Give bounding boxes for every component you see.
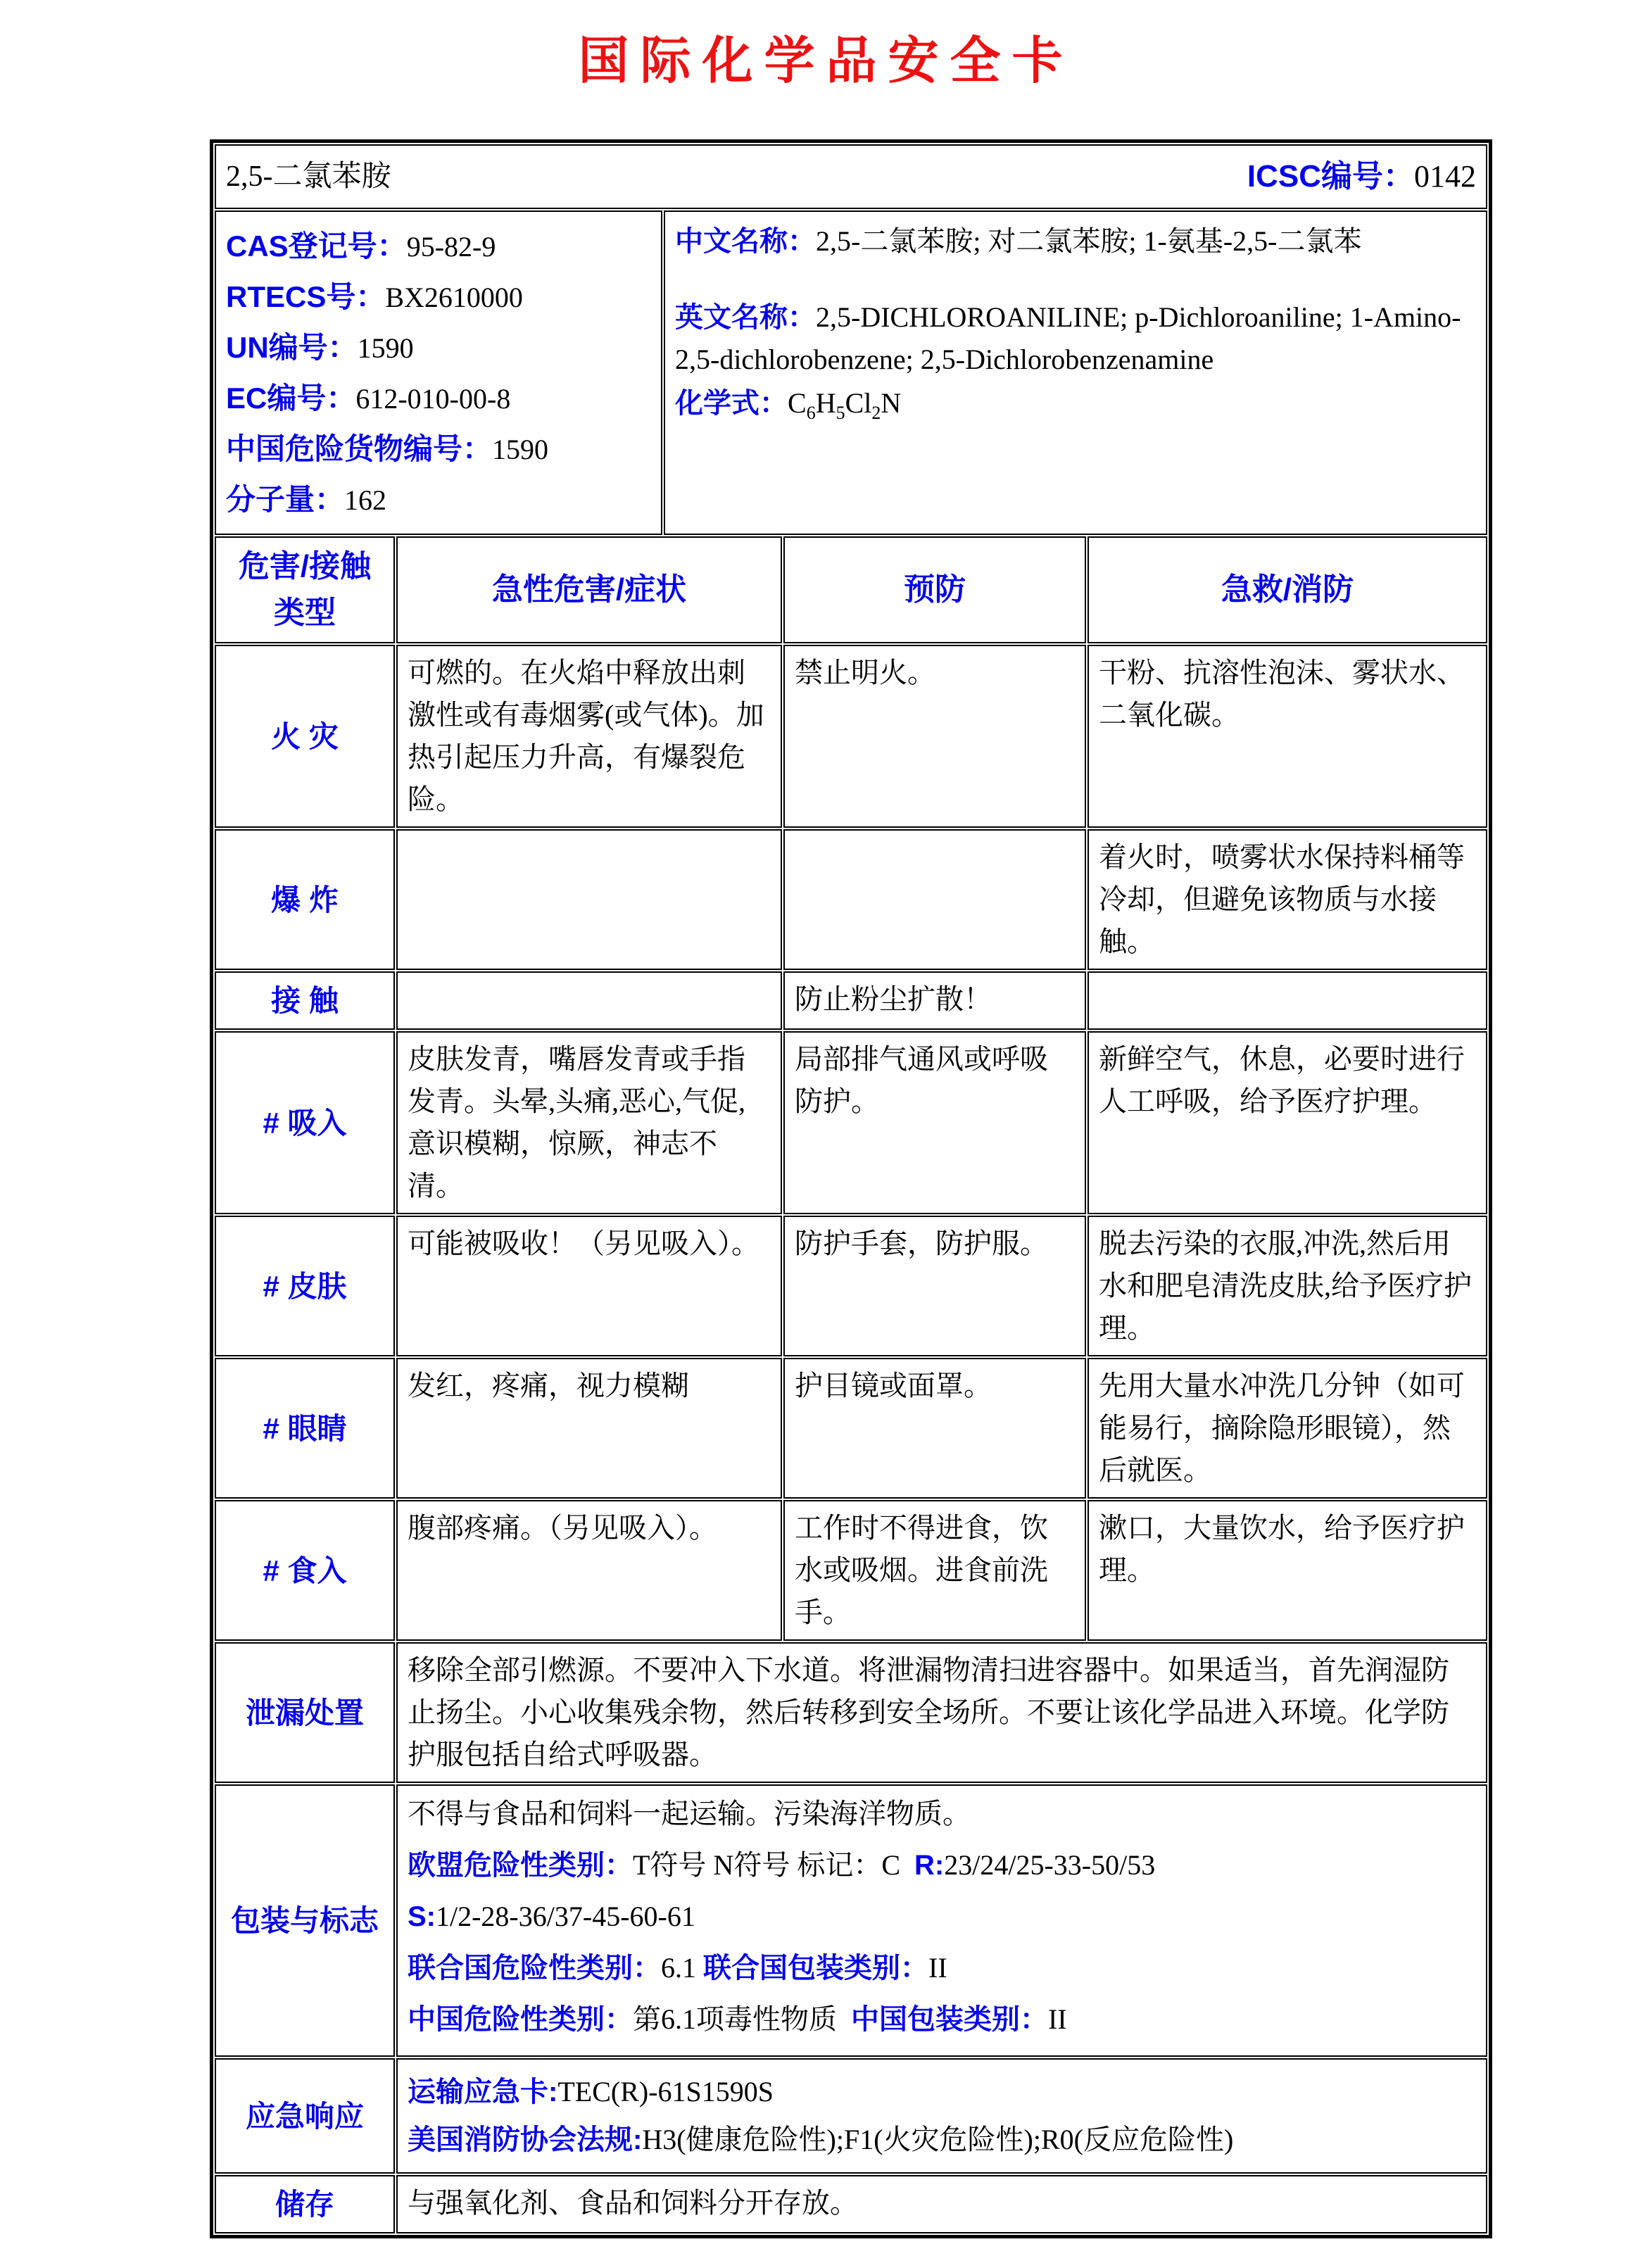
icsc-number-group [1247, 153, 1476, 200]
identifier-label: 中国危险货物编号： [226, 432, 493, 465]
storage-row-label: 储存 [215, 2175, 395, 2233]
transport-card-value: TEC(R)-61S1590S [557, 2076, 774, 2107]
spillage-row-label: 泄漏处置 [215, 1642, 395, 1783]
identifier-cas [226, 224, 651, 268]
row-table-header [215, 536, 1487, 643]
packaging-un-line [408, 1947, 1476, 1989]
fire-prevention: 禁止明火。 [783, 645, 1086, 828]
chinese-name-line [675, 220, 1476, 263]
safety-card-table [210, 139, 1492, 2238]
r-phrases-value: 23/24/25-33-50/53 [944, 1849, 1156, 1881]
explosion-row-label: 爆 炸 [215, 829, 395, 970]
r-phrases-label: R: [914, 1850, 945, 1881]
ingestion-row-label: # 食入 [215, 1500, 395, 1641]
english-name-value: 2,5-DICHLOROANILINE; p-Dichloroaniline; 1-Amino-2,5-dichlorobenzene; 2,5-Dichlorobenzenamine [675, 301, 1461, 375]
eyes-row-label: # 眼睛 [215, 1358, 395, 1499]
inhalation-response: 新鲜空气，休息，必要时进行人工呼吸，给予医疗护理。 [1087, 1031, 1487, 1214]
fire-response: 干粉、抗溶性泡沫、雾状水、二氧化碳。 [1087, 645, 1487, 828]
row-identification [215, 210, 1487, 535]
identifier-un [226, 325, 651, 370]
nfpa-label: 美国消防协会法规: [408, 2124, 643, 2155]
s-phrases-label: S: [408, 1901, 436, 1932]
eyes-response: 先用大量水冲洗几分钟（如可能易行，摘除隐形眼镜），然后就医。 [1087, 1358, 1487, 1499]
identifier-rtecs [226, 275, 651, 319]
transport-card-label: 运输应急卡: [408, 2077, 558, 2107]
row-inhalation [215, 1031, 1487, 1214]
cn-pack-label: 中国包装类别： [851, 2004, 1048, 2035]
identifier-value: BX2610000 [385, 282, 523, 313]
identifier-label: UN编号： [226, 331, 358, 364]
spillage-text: 移除全部引燃源。不要冲入下水道。将泄漏物清扫进容器中。如果适当，首先润湿防止扬尘。小心收集残余物，然后转移到安全场所。不要让该化学品进入环境。化学防护服包括自给式呼吸器。 [396, 1642, 1487, 1783]
transport-card-line [408, 2071, 1476, 2113]
row-explosion [215, 829, 1487, 970]
fire-symptoms: 可燃的。在火焰中释放出刺激性或有毒烟雾(或气体)。加热引起压力升高，有爆裂危险。 [396, 645, 782, 828]
identifier-label: EC编号： [226, 382, 356, 415]
eyes-symptoms: 发红，疼痛，视力模糊 [396, 1358, 782, 1499]
cn-pack-value: II [1048, 2003, 1067, 2035]
identifier-label: CAS登记号： [226, 229, 407, 263]
identifier-china-dg [226, 427, 651, 471]
nfpa-line [408, 2119, 1476, 2161]
explosion-prevention [783, 829, 1086, 970]
row-storage [215, 2175, 1487, 2233]
identifier-ec [226, 376, 651, 420]
identifier-value: 612-010-00-8 [355, 383, 511, 415]
chemical-formula: $C_6H_5Cl_2N$ [788, 387, 902, 423]
contact-prevention: 防止粉尘扩散！ [783, 971, 1086, 1030]
row-substance-header [215, 144, 1487, 209]
packaging-eu-line [408, 1844, 1476, 1886]
contact-response [1087, 971, 1487, 1030]
un-pack-value: II [928, 1952, 947, 1984]
column-header-hazard-type: 危害/接触类型 [215, 536, 395, 643]
formula-line [675, 382, 1476, 427]
row-emergency [215, 2058, 1487, 2174]
explosion-response: 着火时，喷雾状水保持料桶等冷却，但避免该物质与水接触。 [1087, 829, 1487, 970]
un-pack-label: 联合国包装类别： [703, 1953, 928, 1984]
s-phrases-value: 1/2-28-36/37-45-60-61 [436, 1901, 695, 1932]
nfpa-value: H3(健康危险性);F1(火灾危险性);R0(反应危险性) [642, 2124, 1234, 2155]
eu-class-label: 欧盟危险性类别： [408, 1850, 633, 1881]
names-cell [664, 210, 1487, 535]
row-skin [215, 1216, 1487, 1356]
un-class-value: 6.1 [661, 1952, 696, 1984]
column-header-symptoms: 急性危害/症状 [396, 536, 782, 643]
ingestion-prevention: 工作时不得进食，饮水或吸烟。进食前洗手。 [783, 1500, 1086, 1641]
un-class-label: 联合国危险性类别： [408, 1953, 661, 1984]
page-title: 国际化学品安全卡 [578, 33, 1074, 89]
substance-header-cell [215, 144, 1487, 209]
identifier-value: 1590 [357, 332, 414, 364]
skin-symptoms: 可能被吸收！（另见吸入）。 [396, 1216, 782, 1356]
identifier-value: 1590 [492, 434, 549, 465]
column-header-prevention: 预防 [783, 536, 1086, 643]
row-contact [215, 971, 1487, 1030]
identifiers-cell [215, 210, 662, 535]
identifier-mol-weight [226, 477, 651, 522]
eyes-prevention: 护目镜或面罩。 [783, 1358, 1086, 1499]
packaging-row-label: 包装与标志 [215, 1784, 395, 2057]
contact-row-label: 接 触 [215, 971, 395, 1030]
identifier-value: 162 [344, 484, 387, 516]
ingestion-response: 漱口，大量饮水，给予医疗护理。 [1087, 1500, 1487, 1641]
packaging-s-line [408, 1896, 1476, 1938]
identifier-value: 95-82-9 [406, 231, 496, 263]
row-fire [215, 645, 1487, 828]
chinese-name-label: 中文名称： [675, 226, 816, 257]
row-packaging [215, 1784, 1487, 2057]
explosion-symptoms [396, 829, 782, 970]
row-spillage [215, 1642, 1487, 1783]
english-name-line [675, 296, 1476, 381]
inhalation-prevention: 局部排气通风或呼吸防护。 [783, 1031, 1086, 1214]
row-ingestion [215, 1500, 1487, 1641]
substance-name: 2,5-二氯苯胺 [226, 160, 391, 193]
identifier-label: 分子量： [226, 483, 345, 516]
eu-class-value: T符号 N符号 标记：C [633, 1849, 900, 1881]
icsc-number: 0142 [1414, 159, 1476, 194]
emergency-row-label: 应急响应 [215, 2058, 395, 2174]
chinese-name-value: 2,5-二氯苯胺; 对二氯苯胺; 1-氨基-2,5-二氯苯 [816, 225, 1362, 257]
packaging-transport-note: 不得与食品和饲料一起运输。污染海洋物质。 [408, 1798, 971, 1829]
skin-response: 脱去污染的衣服,冲洗,然后用水和肥皂清洗皮肤,给予医疗护理。 [1087, 1216, 1487, 1356]
cn-class-label: 中国危险性类别： [408, 2004, 633, 2035]
inhalation-row-label: # 吸入 [215, 1031, 395, 1214]
inhalation-symptoms: 皮肤发青，嘴唇发青或手指发青。头晕,头痛,恶心,气促,意识模糊，惊厥，神志不清。 [396, 1031, 782, 1214]
emergency-content [396, 2058, 1487, 2174]
identifier-label: RTECS号： [226, 280, 386, 313]
packaging-cn-line [408, 1998, 1476, 2041]
column-header-firstaid-fire: 急救/消防 [1087, 536, 1487, 643]
english-name-label: 英文名称： [675, 302, 816, 333]
packaging-content [396, 1784, 1487, 2057]
skin-prevention: 防护手套，防护服。 [783, 1216, 1086, 1356]
row-eyes [215, 1358, 1487, 1499]
ingestion-symptoms: 腹部疼痛。（另见吸入）。 [396, 1500, 782, 1641]
skin-row-label: # 皮肤 [215, 1216, 395, 1356]
icsc-label: ICSC编号： [1247, 159, 1414, 194]
contact-symptoms [396, 971, 782, 1030]
formula-label: 化学式： [675, 388, 788, 419]
storage-text: 与强氧化剂、食品和饲料分开存放。 [396, 2175, 1487, 2233]
fire-row-label: 火 灾 [215, 645, 395, 828]
cn-class-value: 第6.1项毒性物质 [633, 2003, 837, 2035]
